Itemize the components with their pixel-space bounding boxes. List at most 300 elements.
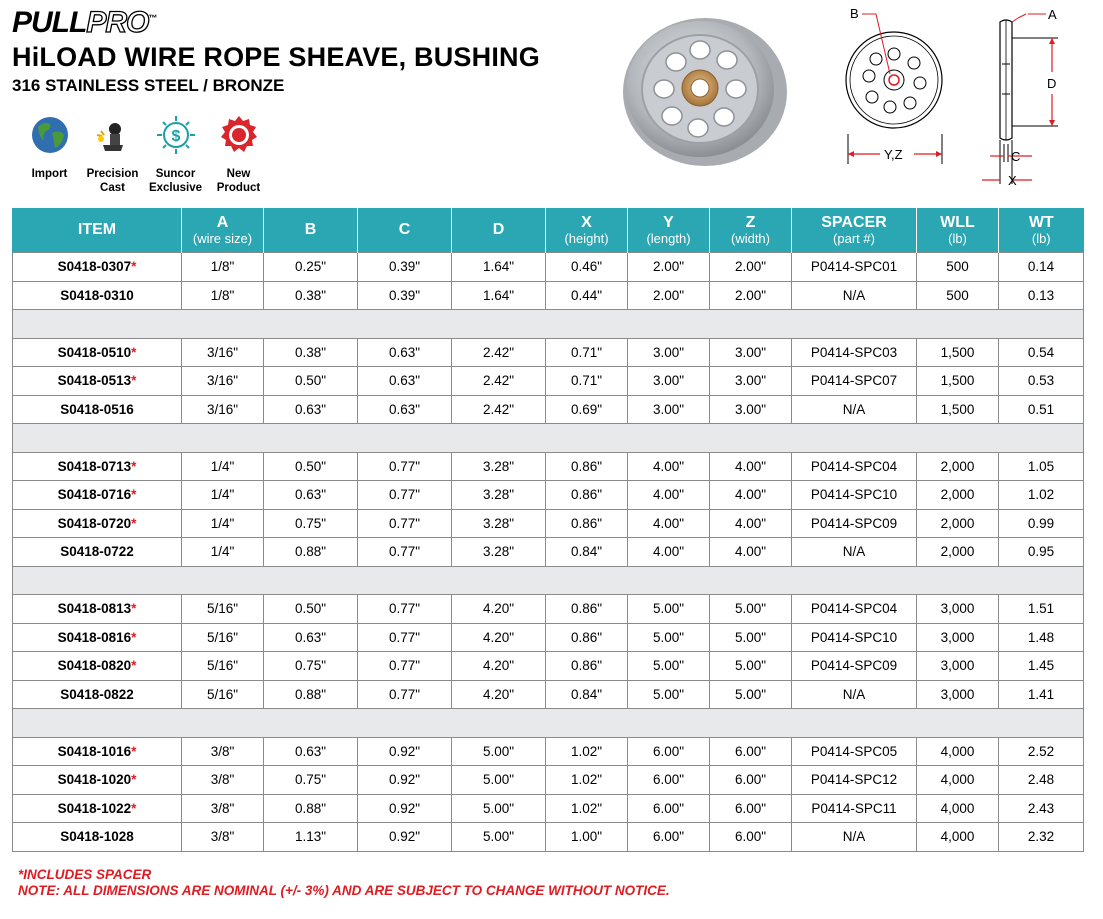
- cell-d: 2.42": [452, 395, 546, 424]
- cell-z: 2.00": [710, 281, 792, 310]
- item-cell: [13, 794, 182, 823]
- item-code: S0418-0813: [57, 601, 132, 617]
- cell-d: 1.64": [452, 253, 546, 282]
- cell-wll: 4,000: [917, 823, 999, 852]
- cell-wll: 500: [917, 253, 999, 282]
- cell-x: 0.44": [546, 281, 628, 310]
- table-row: [13, 737, 1084, 766]
- cell-d: 4.20": [452, 623, 546, 652]
- item-cell: [13, 281, 182, 310]
- sheave-product-image: [620, 12, 790, 167]
- cell-a: 1/4": [182, 509, 264, 538]
- table-row: [13, 509, 1084, 538]
- cell-wll: 3,000: [917, 652, 999, 681]
- item-code: S0418-0516: [60, 401, 134, 417]
- column-header-unit: (part #): [833, 230, 875, 246]
- cell-z: 4.00": [710, 538, 792, 567]
- dim-label-a: A: [1048, 7, 1057, 22]
- cell-d: 3.28": [452, 452, 546, 481]
- badge-new-product: [207, 115, 270, 195]
- item-cell: [13, 452, 182, 481]
- table-row: [13, 794, 1084, 823]
- spacer-note: *INCLUDES SPACER: [18, 867, 152, 882]
- cell-y: 4.00": [628, 481, 710, 510]
- cell-c: 0.92": [358, 766, 452, 795]
- cell-x: 0.86": [546, 509, 628, 538]
- column-header-unit: (lb): [1031, 230, 1051, 246]
- cell-wll: 1,500: [917, 395, 999, 424]
- column-header: [546, 208, 628, 253]
- cell-b: 0.63": [264, 623, 358, 652]
- cell-c: 0.39": [358, 281, 452, 310]
- cell-a: 3/16": [182, 367, 264, 396]
- group-separator-row: [13, 709, 1084, 738]
- table-row: [13, 452, 1084, 481]
- item-cell: [13, 680, 182, 709]
- cell-c: 0.92": [358, 794, 452, 823]
- spacer-asterisk: *: [131, 487, 137, 503]
- item-code: S0418-0816: [57, 629, 132, 645]
- cell-a: 1/4": [182, 452, 264, 481]
- cell-wll: 500: [917, 281, 999, 310]
- item-cell: [13, 766, 182, 795]
- cell-d: 5.00": [452, 794, 546, 823]
- cell-d: 1.64": [452, 281, 546, 310]
- cell-spacer: P0414-SPC07: [792, 367, 917, 396]
- cell-spacer: P0414-SPC09: [792, 652, 917, 681]
- column-header: [917, 208, 999, 253]
- separator-cell: [13, 709, 1084, 738]
- column-header-title: Y: [663, 213, 674, 231]
- spacer-asterisk: *: [131, 601, 137, 617]
- table-row: [13, 253, 1084, 282]
- cell-d: 4.20": [452, 680, 546, 709]
- table-row: [13, 338, 1084, 367]
- cell-x: 0.86": [546, 595, 628, 624]
- cell-d: 4.20": [452, 652, 546, 681]
- cell-x: 1.02": [546, 766, 628, 795]
- cell-wll: 3,000: [917, 595, 999, 624]
- cell-wt: 0.54: [999, 338, 1084, 367]
- dim-label-b: B: [850, 6, 859, 21]
- separator-cell: [13, 310, 1084, 339]
- group-separator-row: [13, 424, 1084, 453]
- cell-wll: 2,000: [917, 481, 999, 510]
- cell-a: 5/16": [182, 623, 264, 652]
- dim-label-x: X: [1008, 173, 1017, 188]
- table-header-row: [13, 208, 1084, 253]
- badge-label: Suncor Exclusive: [148, 168, 203, 194]
- column-header: [358, 208, 452, 253]
- cell-x: 0.69": [546, 395, 628, 424]
- cell-z: 6.00": [710, 823, 792, 852]
- cell-z: 5.00": [710, 623, 792, 652]
- column-header: [999, 208, 1084, 253]
- welder-icon: [93, 115, 133, 155]
- front-view-diagram: [838, 4, 968, 164]
- table-row: [13, 367, 1084, 396]
- cell-d: 3.28": [452, 481, 546, 510]
- cell-y: 5.00": [628, 652, 710, 681]
- cell-y: 5.00": [628, 680, 710, 709]
- item-cell: [13, 367, 182, 396]
- item-code: S0418-0820: [57, 658, 132, 674]
- cell-x: 0.46": [546, 253, 628, 282]
- table-body: [13, 253, 1084, 852]
- column-header-unit: (lb): [948, 230, 967, 246]
- cell-a: 1/4": [182, 538, 264, 567]
- cell-d: 5.00": [452, 823, 546, 852]
- footnotes: [18, 867, 670, 899]
- cell-wt: 0.14: [999, 253, 1084, 282]
- cell-spacer: N/A: [792, 823, 917, 852]
- item-code: S0418-0307: [57, 259, 132, 275]
- cell-spacer: P0414-SPC04: [792, 452, 917, 481]
- cell-spacer: P0414-SPC01: [792, 253, 917, 282]
- table-row: [13, 481, 1084, 510]
- suncor-dollar-icon: [156, 115, 196, 155]
- brand-logo-part1: PULL: [12, 6, 87, 39]
- cell-z: 6.00": [710, 766, 792, 795]
- separator-cell: [13, 424, 1084, 453]
- table-row: [13, 680, 1084, 709]
- column-header: [792, 208, 917, 253]
- cell-d: 2.42": [452, 338, 546, 367]
- cell-c: 0.77": [358, 481, 452, 510]
- spacer-asterisk: *: [131, 515, 137, 531]
- cell-x: 0.71": [546, 367, 628, 396]
- cell-z: 4.00": [710, 452, 792, 481]
- cell-wt: 2.32: [999, 823, 1084, 852]
- spacer-asterisk: *: [131, 629, 137, 645]
- column-header: [628, 208, 710, 253]
- cell-x: 0.86": [546, 652, 628, 681]
- column-header-title: Z: [745, 213, 756, 231]
- cell-x: 0.71": [546, 338, 628, 367]
- item-cell: [13, 623, 182, 652]
- dim-label-d: D: [1047, 76, 1057, 91]
- cell-z: 3.00": [710, 395, 792, 424]
- badge-label: Import: [31, 168, 68, 180]
- cell-z: 6.00": [710, 737, 792, 766]
- cell-a: 5/16": [182, 595, 264, 624]
- side-view-diagram: [972, 4, 1082, 194]
- cell-z: 3.00": [710, 338, 792, 367]
- cell-z: 6.00": [710, 794, 792, 823]
- cell-spacer: N/A: [792, 680, 917, 709]
- spacer-asterisk: *: [131, 800, 137, 816]
- cell-spacer: P0414-SPC10: [792, 623, 917, 652]
- cell-spacer: P0414-SPC10: [792, 481, 917, 510]
- brand-logo-part2: PRO: [86, 6, 149, 39]
- item-cell: [13, 509, 182, 538]
- cell-y: 3.00": [628, 395, 710, 424]
- cell-y: 2.00": [628, 281, 710, 310]
- cell-wt: 0.13: [999, 281, 1084, 310]
- cell-b: 1.13": [264, 823, 358, 852]
- item-code: S0418-1020: [57, 772, 132, 788]
- item-cell: [13, 595, 182, 624]
- item-cell: [13, 652, 182, 681]
- cell-y: 5.00": [628, 623, 710, 652]
- column-header-unit: (wire size): [192, 230, 253, 246]
- spacer-asterisk: *: [131, 743, 137, 759]
- cell-wt: 1.05: [999, 452, 1084, 481]
- table-row: [13, 395, 1084, 424]
- cell-b: 0.88": [264, 794, 358, 823]
- cell-c: 0.92": [358, 737, 452, 766]
- brand-logo: [12, 6, 156, 40]
- cell-x: 0.84": [546, 538, 628, 567]
- cell-a: 3/16": [182, 395, 264, 424]
- cell-c: 0.77": [358, 452, 452, 481]
- item-code: S0418-0713: [57, 458, 132, 474]
- column-header: [182, 208, 264, 253]
- cell-wll: 3,000: [917, 680, 999, 709]
- cell-y: 4.00": [628, 538, 710, 567]
- cell-wt: 0.95: [999, 538, 1084, 567]
- item-cell: [13, 338, 182, 367]
- cell-c: 0.77": [358, 652, 452, 681]
- item-cell: [13, 823, 182, 852]
- cell-wt: 1.51: [999, 595, 1084, 624]
- cell-a: 5/16": [182, 652, 264, 681]
- item-cell: [13, 395, 182, 424]
- column-header-title: WLL: [940, 213, 975, 231]
- cell-spacer: P0414-SPC05: [792, 737, 917, 766]
- cell-c: 0.77": [358, 538, 452, 567]
- column-header-title: X: [581, 213, 592, 231]
- table-row: [13, 766, 1084, 795]
- cell-z: 4.00": [710, 481, 792, 510]
- trademark-symbol: ™: [148, 13, 157, 23]
- table-row: [13, 538, 1084, 567]
- cell-b: 0.38": [264, 281, 358, 310]
- table-row: [13, 281, 1084, 310]
- cell-a: 5/16": [182, 680, 264, 709]
- cell-d: 3.28": [452, 538, 546, 567]
- cell-spacer: N/A: [792, 395, 917, 424]
- cell-y: 6.00": [628, 766, 710, 795]
- cell-x: 1.02": [546, 737, 628, 766]
- cell-c: 0.92": [358, 823, 452, 852]
- cell-c: 0.63": [358, 338, 452, 367]
- cell-c: 0.77": [358, 623, 452, 652]
- separator-cell: [13, 566, 1084, 595]
- cell-b: 0.50": [264, 595, 358, 624]
- cell-spacer: P0414-SPC04: [792, 595, 917, 624]
- cell-spacer: P0414-SPC12: [792, 766, 917, 795]
- item-code: S0418-0310: [60, 287, 134, 303]
- cell-x: 0.86": [546, 623, 628, 652]
- cell-c: 0.77": [358, 680, 452, 709]
- feature-badges: [18, 115, 270, 195]
- cell-wll: 2,000: [917, 509, 999, 538]
- cell-a: 3/8": [182, 794, 264, 823]
- cell-wt: 1.45: [999, 652, 1084, 681]
- group-separator-row: [13, 566, 1084, 595]
- cell-d: 3.28": [452, 509, 546, 538]
- cell-y: 2.00": [628, 253, 710, 282]
- badge-suncor-exclusive: [144, 115, 207, 195]
- cell-wt: 2.43: [999, 794, 1084, 823]
- cell-c: 0.39": [358, 253, 452, 282]
- spacer-asterisk: *: [131, 772, 137, 788]
- spacer-asterisk: *: [131, 658, 137, 674]
- cell-spacer: N/A: [792, 538, 917, 567]
- column-header: [264, 208, 358, 253]
- cell-a: 3/16": [182, 338, 264, 367]
- cell-wt: 0.51: [999, 395, 1084, 424]
- cell-wll: 3,000: [917, 623, 999, 652]
- cell-z: 5.00": [710, 680, 792, 709]
- column-header-title: C: [398, 221, 411, 238]
- cell-b: 0.63": [264, 481, 358, 510]
- item-cell: [13, 253, 182, 282]
- badge-precision-cast: [81, 115, 144, 195]
- cell-c: 0.63": [358, 395, 452, 424]
- column-header: [710, 208, 792, 253]
- cell-y: 3.00": [628, 338, 710, 367]
- column-header-unit: (height): [564, 230, 609, 246]
- cell-b: 0.88": [264, 680, 358, 709]
- cell-c: 0.63": [358, 367, 452, 396]
- column-header-title: D: [492, 221, 505, 238]
- cell-z: 5.00": [710, 652, 792, 681]
- cell-wll: 2,000: [917, 538, 999, 567]
- cell-y: 3.00": [628, 367, 710, 396]
- cell-spacer: N/A: [792, 281, 917, 310]
- cell-b: 0.50": [264, 367, 358, 396]
- cell-x: 1.00": [546, 823, 628, 852]
- item-code: S0418-1016: [57, 743, 132, 759]
- cell-y: 4.00": [628, 452, 710, 481]
- cell-wll: 2,000: [917, 452, 999, 481]
- page-title: HiLOAD WIRE ROPE SHEAVE, BUSHING: [12, 42, 540, 72]
- cell-a: 3/8": [182, 823, 264, 852]
- cell-spacer: P0414-SPC11: [792, 794, 917, 823]
- column-header: [13, 208, 182, 253]
- cell-wll: 1,500: [917, 338, 999, 367]
- cell-x: 0.86": [546, 452, 628, 481]
- column-header-title: B: [304, 221, 317, 238]
- spacer-asterisk: *: [131, 259, 137, 275]
- cell-z: 4.00": [710, 509, 792, 538]
- cell-x: 0.84": [546, 680, 628, 709]
- cell-c: 0.77": [358, 595, 452, 624]
- cell-wt: 1.48: [999, 623, 1084, 652]
- svg-text:$: $: [171, 128, 180, 145]
- cell-a: 3/8": [182, 737, 264, 766]
- badge-label: New Product: [216, 168, 261, 194]
- cell-b: 0.25": [264, 253, 358, 282]
- cell-y: 4.00": [628, 509, 710, 538]
- cell-b: 0.38": [264, 338, 358, 367]
- item-code: S0418-1028: [60, 829, 134, 845]
- item-code: S0418-0510: [57, 344, 132, 360]
- cell-d: 4.20": [452, 595, 546, 624]
- cell-z: 3.00": [710, 367, 792, 396]
- column-header-unit: (width): [730, 230, 770, 246]
- cell-z: 5.00": [710, 595, 792, 624]
- column-header-title: ITEM: [77, 221, 117, 238]
- dim-label-c: C: [1011, 149, 1021, 164]
- column-header-unit: (length): [646, 230, 691, 246]
- cell-y: 6.00": [628, 737, 710, 766]
- cell-wll: 4,000: [917, 794, 999, 823]
- badge-label: Precision Cast: [86, 168, 139, 194]
- column-header-title: A: [216, 213, 229, 231]
- cell-d: 5.00": [452, 766, 546, 795]
- cell-wt: 2.48: [999, 766, 1084, 795]
- cell-y: 5.00": [628, 595, 710, 624]
- cell-b: 0.75": [264, 652, 358, 681]
- cell-c: 0.77": [358, 509, 452, 538]
- cell-spacer: P0414-SPC09: [792, 509, 917, 538]
- cell-wt: 1.41: [999, 680, 1084, 709]
- cell-z: 2.00": [710, 253, 792, 282]
- cell-x: 1.02": [546, 794, 628, 823]
- cell-wll: 1,500: [917, 367, 999, 396]
- cell-a: 3/8": [182, 766, 264, 795]
- item-code: S0418-0513: [57, 373, 132, 389]
- table-row: [13, 652, 1084, 681]
- column-header: [452, 208, 546, 253]
- cell-wt: 0.99: [999, 509, 1084, 538]
- table-row: [13, 595, 1084, 624]
- item-cell: [13, 481, 182, 510]
- item-code: S0418-1022: [57, 800, 132, 816]
- column-header-title: SPACER: [821, 213, 887, 231]
- globe-icon: [30, 115, 70, 155]
- cell-a: 1/8": [182, 253, 264, 282]
- item-code: S0418-0716: [57, 487, 132, 503]
- cell-wll: 4,000: [917, 737, 999, 766]
- item-cell: [13, 737, 182, 766]
- cell-a: 1/8": [182, 281, 264, 310]
- cell-b: 0.63": [264, 395, 358, 424]
- spec-table: [12, 208, 1084, 852]
- cell-b: 0.75": [264, 766, 358, 795]
- new-product-icon: [219, 115, 259, 155]
- cell-wt: 1.02: [999, 481, 1084, 510]
- cell-a: 1/4": [182, 481, 264, 510]
- spacer-asterisk: *: [131, 344, 137, 360]
- cell-y: 6.00": [628, 823, 710, 852]
- table-row: [13, 823, 1084, 852]
- cell-wll: 4,000: [917, 766, 999, 795]
- cell-d: 5.00": [452, 737, 546, 766]
- disclaimer-note: NOTE: ALL DIMENSIONS ARE NOMINAL (+/- 3%) AND ARE SUBJECT TO CHANGE WITHOUT NOTICE.: [18, 883, 670, 898]
- cell-y: 6.00": [628, 794, 710, 823]
- badge-import: [18, 115, 81, 195]
- cell-spacer: P0414-SPC03: [792, 338, 917, 367]
- dim-label-yz: Y,Z: [884, 147, 903, 162]
- cell-b: 0.75": [264, 509, 358, 538]
- item-code: S0418-0720: [57, 515, 132, 531]
- item-code: S0418-0822: [60, 686, 134, 702]
- column-header-title: WT: [1028, 213, 1054, 231]
- cell-x: 0.86": [546, 481, 628, 510]
- spacer-asterisk: *: [131, 458, 137, 474]
- item-code: S0418-0722: [60, 544, 134, 560]
- cell-b: 0.63": [264, 737, 358, 766]
- item-cell: [13, 538, 182, 567]
- cell-b: 0.50": [264, 452, 358, 481]
- spacer-asterisk: *: [131, 373, 137, 389]
- cell-b: 0.88": [264, 538, 358, 567]
- group-separator-row: [13, 310, 1084, 339]
